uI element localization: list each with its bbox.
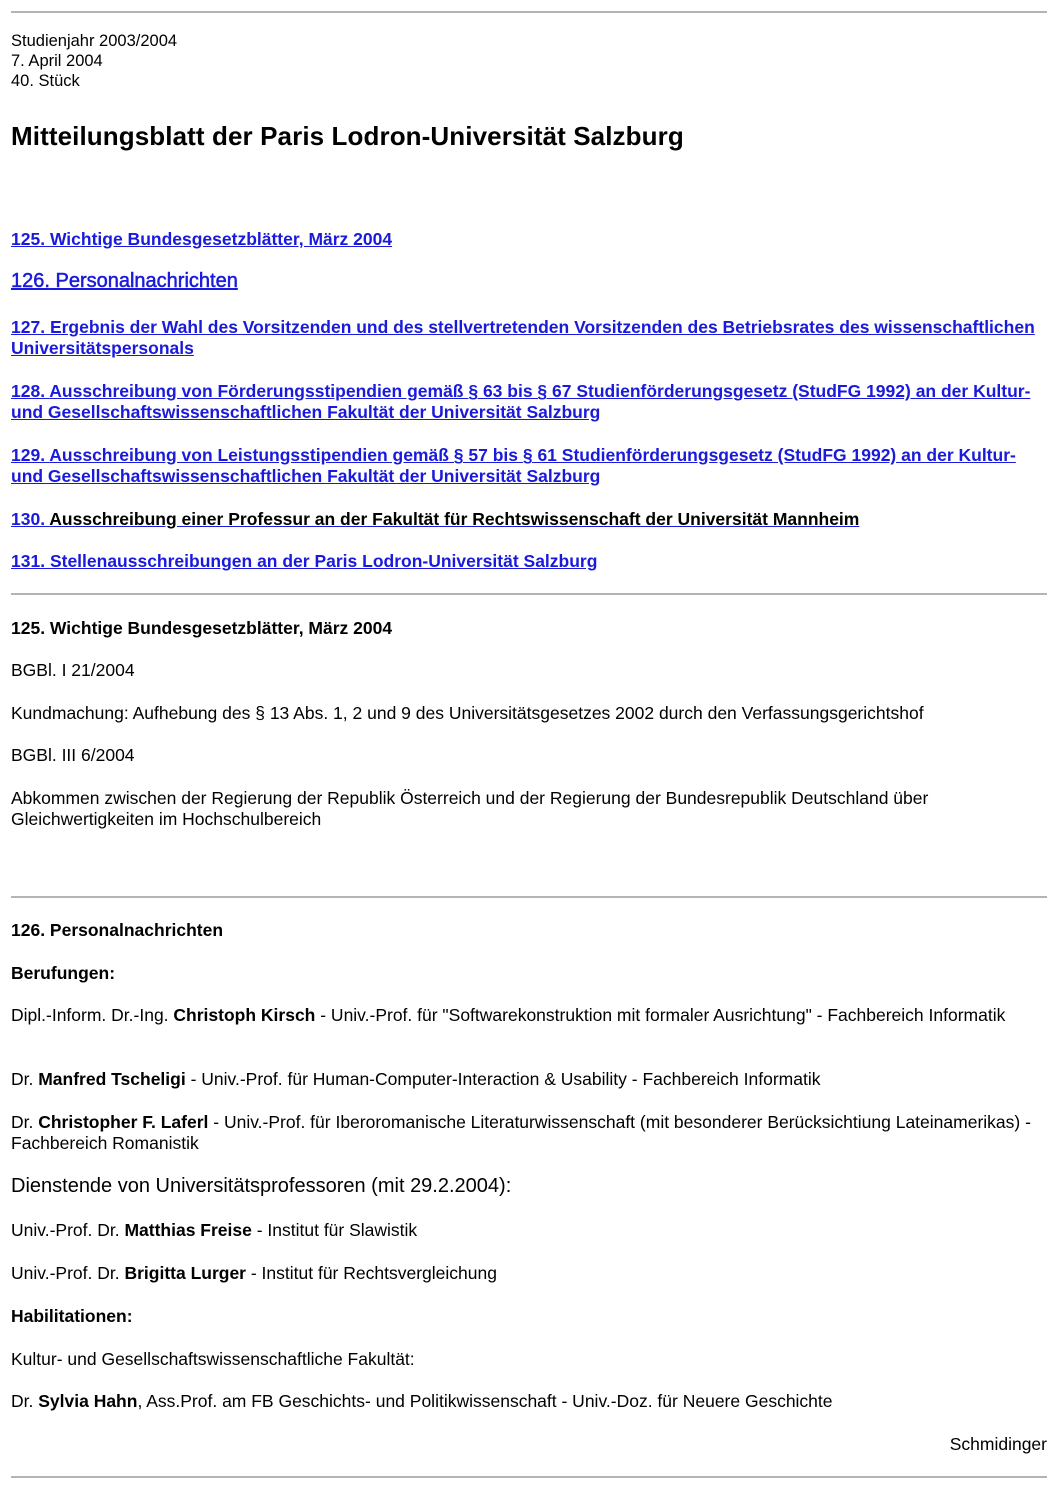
bottom-rule <box>11 1476 1047 1478</box>
faculty-label: Kultur- und Gesellschaftswissenschaftliche Fakultät: <box>11 1349 415 1369</box>
subheading-dienstende: Dienstende von Universitätsprofessoren (mit 29.2.2004): <box>11 1175 512 1197</box>
toc-link-130[interactable]: 130. Ausschreibung einer Professur an der Fakultät für Rechtswissenschaft der Universität Mannheim <box>11 509 860 529</box>
retirement-entry: Univ.-Prof. Dr. Matthias Freise - Institut für Slawistik <box>11 1220 418 1240</box>
toc-link-126[interactable]: 126. Personalnachrichten <box>11 270 238 292</box>
gazette-ref: BGBl. III 6/2004 <box>11 745 135 765</box>
person-name: Brigitta Lurger <box>124 1263 246 1283</box>
subheading-habilitationen: Habilitationen: <box>11 1306 133 1326</box>
issue-number: 40. Stück <box>11 72 80 90</box>
person-name: Christopher F. Laferl <box>38 1112 209 1132</box>
toc-link-128[interactable]: 128. Ausschreibung von Förderungsstipendien gemäß § 63 bis § 67 Studienförderungsgesetz (StudFG 1992) an der Kultur- und Gesellschaftswissenschaftlichen Fakultät der Universität Salzburg <box>11 381 1031 422</box>
section-heading: 126. Personalnachrichten <box>11 920 224 940</box>
toc-link-125[interactable]: 125. Wichtige Bundesgesetzblätter, März 2004 <box>11 229 393 249</box>
person-name: Matthias Freise <box>124 1220 252 1240</box>
person-name: Christoph Kirsch <box>173 1005 316 1025</box>
retirement-entry: Univ.-Prof. Dr. Brigitta Lurger - Institut für Rechtsvergleichung <box>11 1263 497 1283</box>
study-year: Studienjahr 2003/2004 <box>11 32 178 50</box>
gazette-ref: BGBl. I 21/2004 <box>11 660 135 680</box>
page-title: Mitteilungsblatt der Paris Lodron-Universität Salzburg <box>11 121 684 151</box>
issue-date: 7. April 2004 <box>11 52 103 70</box>
subheading-berufungen: Berufungen: <box>11 963 116 983</box>
section-divider <box>11 896 1047 898</box>
toc-link-127[interactable]: 127. Ergebnis der Wahl des Vorsitzenden und des stellvertretenden Vorsitzenden des Betriebsrates des wissenschaftlichen Universitätspersonals <box>11 317 1035 358</box>
appointment-entry: Dr. Christopher F. Laferl - Univ.-Prof. für Iberoromanische Literaturwissenschaft (mit besonderer Berücksichtiung Lateinamerikas) - Fachbereich Romanistik <box>11 1112 1031 1153</box>
gazette-desc: Abkommen zwischen der Regierung der Republik Österreich und der Regierung der Bundesrepublik Deutschland über Gleichwertigkeiten im Hochschulbereich <box>11 788 929 829</box>
section-divider <box>11 593 1047 595</box>
top-rule <box>11 11 1047 13</box>
appointment-entry: Dr. Manfred Tscheligi - Univ.-Prof. für Human-Computer-Interaction & Usability - Fachbereich Informatik <box>11 1069 821 1089</box>
habilitation-entry: Dr. Sylvia Hahn, Ass.Prof. am FB Geschichts- und Politikwissenschaft - Univ.-Doz. für Neuere Geschichte <box>11 1391 833 1411</box>
signature: Schmidinger <box>949 1434 1047 1454</box>
toc-link-131[interactable]: 131. Stellenausschreibungen an der Paris Lodron-Universität Salzburg <box>11 551 598 571</box>
section-heading: 125. Wichtige Bundesgesetzblätter, März 2004 <box>11 618 393 638</box>
appointment-entry: Dipl.-Inform. Dr.-Ing. Christoph Kirsch - Univ.-Prof. für "Softwarekonstruktion mit formaler Ausrichtung" - Fachbereich Informatik <box>11 1005 1006 1025</box>
issue-meta <box>11 31 177 91</box>
person-name: Manfred Tscheligi <box>38 1069 186 1089</box>
gazette-desc: Kundmachung: Aufhebung des § 13 Abs. 1, 2 und 9 des Universitätsgesetzes 2002 durch den Verfassungsgerichtshof <box>11 703 924 723</box>
person-name: Sylvia Hahn <box>38 1391 138 1411</box>
toc-link-129[interactable]: 129. Ausschreibung von Leistungsstipendien gemäß § 57 bis § 61 Studienförderungsgesetz (StudFG 1992) an der Kultur- und Gesellschaftswissenschaftlichen Fakultät der Universität Salzburg <box>11 445 1016 486</box>
